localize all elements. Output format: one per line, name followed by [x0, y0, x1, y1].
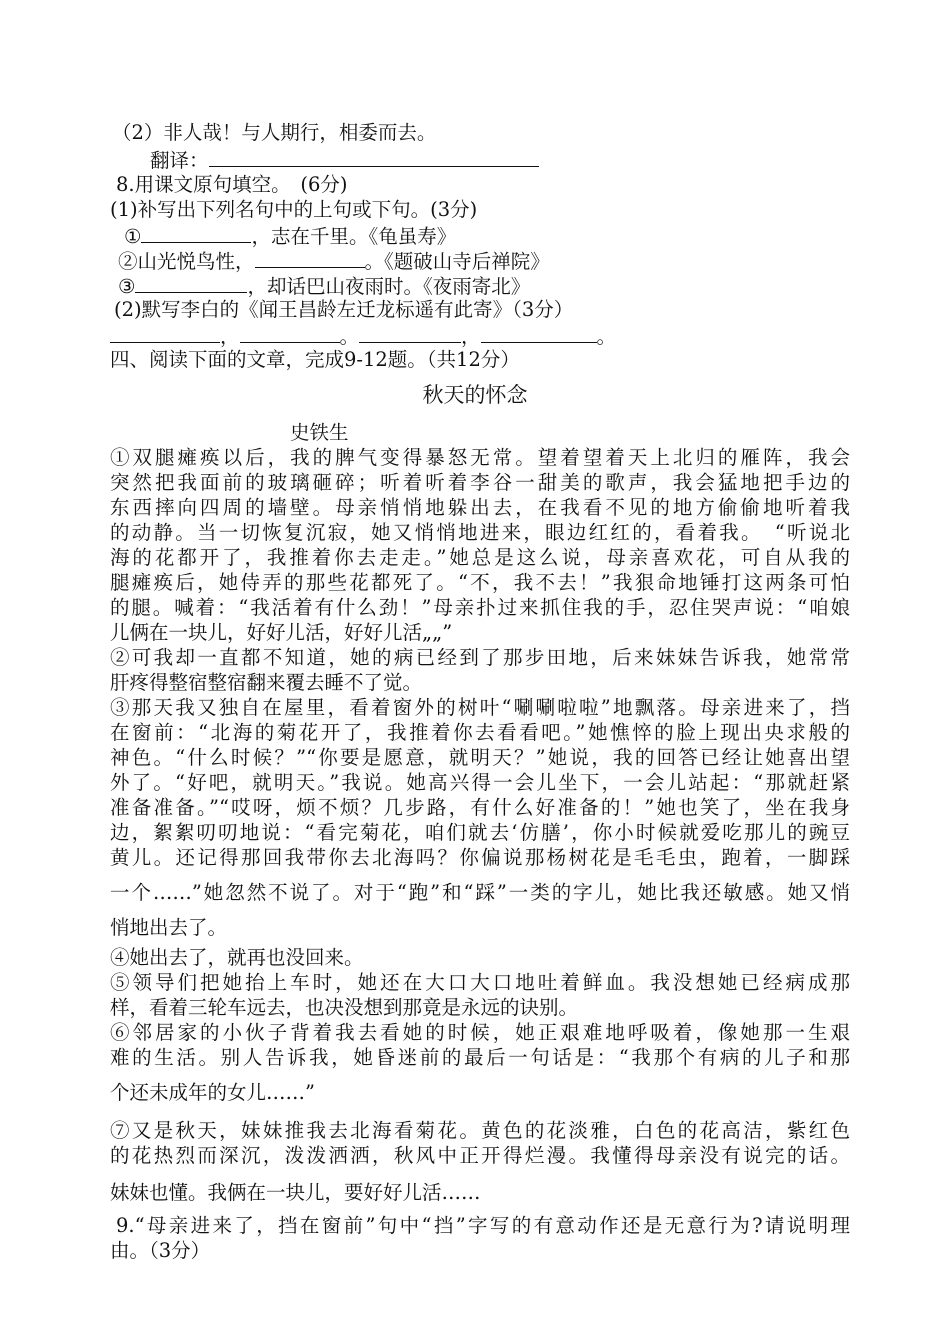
- poem-punct-4: 。: [596, 325, 617, 348]
- article-line: 突然把我面前的玻璃砸碎；听着听着李谷一甜美的歌声，我会猛地把手边的: [110, 471, 850, 494]
- article-line: 肝疼得整宿整宿翻来覆去睡不了觉。: [110, 671, 423, 694]
- q8-heading: 8.用课文原句填空。 (6分): [116, 173, 348, 196]
- q8-item1-blank[interactable]: [141, 222, 251, 243]
- article-line: 在窗前：“北海的菊花开了，我推着你去看看吧。”她憔悴的脸上现出央求般的: [110, 721, 850, 744]
- section-4-heading: 四、阅读下面的文章，完成9-12题。（共12分）: [110, 348, 520, 371]
- q8-item3-text: ，却话巴山夜雨时。《夜雨寄北》: [247, 275, 531, 298]
- poem-blank-2[interactable]: [240, 322, 340, 343]
- article-line: 东西摔向四周的墙壁。母亲悄悄地躲出去，在我看不见的地方偷偷地听着我: [110, 496, 850, 519]
- q8-item1: [124, 222, 864, 250]
- article-line: 难的生活。别人告诉我，她昏迷前的最后一句话是：“我那个有病的儿子和那: [110, 1046, 850, 1069]
- q8-item2-blank[interactable]: [255, 247, 365, 268]
- q8-poem-blanks: [110, 322, 850, 350]
- article-line: 的腿。喊着：“我活着有什么劲！”母亲扑过来抓住我的手，忍住哭声说：“咱娘: [110, 596, 850, 619]
- article-line: 边，絮絮叨叨地说：“看完菊花，咱们就去‘仿膳’，你小时候就爱吃那儿的豌豆: [110, 821, 850, 844]
- q8-item3-num: ③: [118, 275, 136, 298]
- translate-row: [150, 146, 890, 174]
- article-line: ⑤领导们把她抬上车时，她还在大口大口地吐着鲜血。我没想她已经病成那: [110, 971, 850, 994]
- article-line: ⑦又是秋天，妹妹推我去北海看菊花。黄色的花淡雅，白色的花高洁，紫红色: [110, 1119, 850, 1142]
- article-line: 的动静。当一切恢复沉寂，她又悄悄地进来，眼边红红的，看着我。 “听说北: [110, 521, 850, 544]
- q8-item1-text: ，志在千里。《龟虽寿》: [251, 225, 457, 248]
- article-line: 腿瘫痪后，她侍弄的那些花都死了。“不，我不去！”我狠命地锤打这两条可怕: [110, 571, 850, 594]
- q8-item2: [118, 247, 858, 275]
- q8-sub1: (1)补写出下列名句中的上句或下句。(3分): [110, 198, 478, 221]
- poem-blank-4[interactable]: [481, 322, 597, 343]
- article-line: 样，看着三轮车远去，也决没想到那竟是永远的诀别。: [110, 996, 579, 1019]
- q8-item3-blank[interactable]: [135, 272, 247, 293]
- article-line: 个还未成年的女儿……”: [110, 1081, 315, 1104]
- article-line: 外了。“好吧，就明天。”我说。她高兴得一会儿坐下，一会儿站起：“那就赶紧: [110, 771, 850, 794]
- q8-item3: [118, 272, 858, 300]
- q8-item2-text: ②山光悦鸟性，: [118, 250, 255, 273]
- article-title: 秋天的怀念: [422, 383, 528, 407]
- poem-blank-1[interactable]: [110, 322, 220, 343]
- article-line: 的花热烈而深沉，泼泼洒洒，秋风中正开得烂漫。我懂得母亲没有说完的话。: [110, 1144, 850, 1167]
- article-line: ②可我却一直都不知道，她的病已经到了那步田地，后来妹妹告诉我，她常常: [110, 646, 850, 669]
- article-line: 海的花都开了，我推着你去走走。”她总是这么说，母亲喜欢花，可自从我的: [110, 546, 850, 569]
- poem-punct-2: 。: [339, 325, 360, 348]
- article-line: 妹妹也懂。我俩在一块儿，要好好儿活……: [110, 1181, 481, 1204]
- q8-item2-rest: 。《题破山寺后禅院》: [364, 250, 550, 273]
- article-author: 史铁生: [290, 421, 349, 444]
- article-line: 准备准备。”“哎呀，烦不烦？几步路，有什么好准备的！”她也笑了，坐在我身: [110, 796, 850, 819]
- article-line: 儿俩在一块儿，好好儿活，好好儿活„„”: [110, 621, 453, 644]
- article-line: 悄地出去了。: [110, 916, 228, 939]
- translate-label: 翻译：: [150, 149, 209, 172]
- q8-sub2: (2)默写李白的《闻王昌龄左迁龙标遥有此寄》（3分）: [114, 298, 574, 321]
- q9-line-1: 9.“母亲进来了，挡在窗前”句中“挡”字写的有意动作还是无意行为?请说明理: [116, 1214, 850, 1237]
- poem-punct-1: ，: [220, 325, 240, 348]
- q9-line-2: 由。（3分）: [110, 1239, 211, 1262]
- article-line: 一个……”她忽然不说了。对于“跑”和“踩”一类的字儿，她比我还敏感。她又悄: [110, 881, 850, 904]
- poem-blank-3[interactable]: [359, 322, 461, 343]
- q8-item1-num: ①: [124, 225, 142, 248]
- poem-punct-3: ，: [461, 325, 481, 348]
- article-line: 黄儿。还记得那回我带你去北海吗？你偏说那杨树花是毛毛虫，跑着，一脚踩: [110, 846, 850, 869]
- article-line: ③那天我又独自在屋里，看着窗外的树叶“唰唰啦啦”地飘落。母亲进来了，挡: [110, 696, 850, 719]
- article-line: ①双腿瘫痪以后，我的脾气变得暴怒无常。望着望着天上北归的雁阵，我会: [110, 446, 850, 469]
- article-line: ④她出去了，就再也没回来。: [110, 946, 364, 969]
- q7-sentence-2: （2）非人哉！与人期行，相委而去。: [112, 121, 437, 144]
- article-line: 神色。“什么时候？”“你要是愿意，就明天？”她说，我的回答已经让她喜出望: [110, 746, 850, 769]
- translate-answer-blank[interactable]: [209, 146, 539, 167]
- article-line: ⑥邻居家的小伙子背着我去看她的时候，她正艰难地呼吸着，像她那一生艰: [110, 1021, 850, 1044]
